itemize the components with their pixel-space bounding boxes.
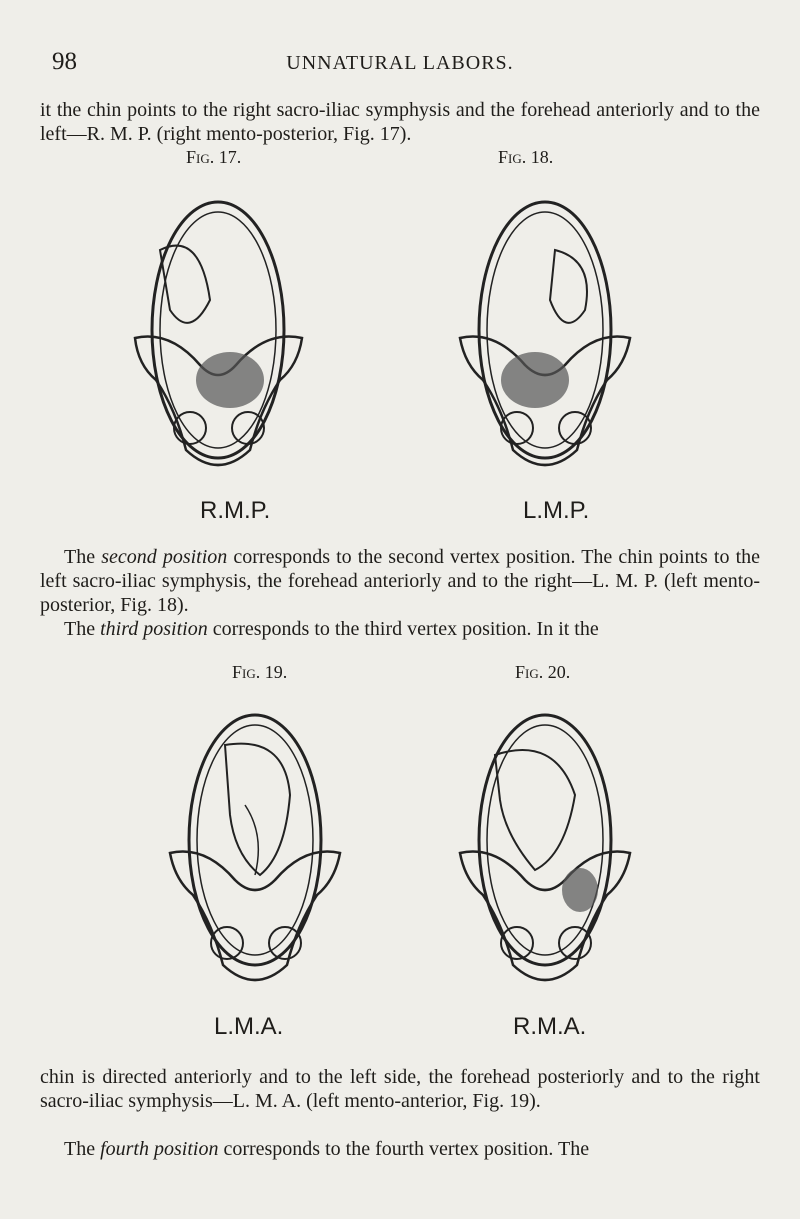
paragraph-2: The second position corresponds to the second vertex position. The chin points to the left sacro-iliac symphysis, the forehead anteriorly and to the right—L. M. P. (left mento-posterior, Fig. 18).	[40, 546, 760, 616]
emphasis-second-position: second position	[101, 546, 228, 568]
fig-20-caption: R.M.A.	[513, 1013, 587, 1040]
fig-19-caption: L.M.A.	[214, 1013, 284, 1040]
pelvis-fetus-drawing	[130, 190, 310, 480]
paragraph-5: The fourth position corresponds to the fourth vertex position. The	[64, 1138, 590, 1160]
figure-17-illustration	[130, 190, 310, 480]
fig-18-caption: L.M.P.	[523, 497, 590, 524]
figure-20-illustration	[455, 705, 635, 995]
fig-17-caption: R.M.P.	[200, 497, 271, 524]
fig-17-label: Fig. 17.	[186, 147, 242, 167]
pelvis-fetus-drawing	[165, 705, 345, 995]
figure-18-illustration	[455, 190, 635, 480]
paragraph-3: The third position corresponds to the third vertex position. In it the	[64, 618, 599, 640]
fig-18-label: Fig. 18.	[498, 147, 554, 167]
pelvis-fetus-drawing	[455, 190, 635, 480]
running-head: UNNATURAL LABORS.	[286, 52, 514, 74]
page-number: 98	[52, 48, 77, 75]
paragraph-4: chin is directed anteriorly and to the left side, the forehead posteriorly and to the right sacro-iliac symphysis—L. M. A. (left mento-anterior, Fig. 19).	[40, 1066, 760, 1112]
fig-19-label: Fig. 19.	[232, 662, 288, 682]
emphasis-fourth-position: fourth position	[100, 1138, 219, 1160]
emphasis-third-position: third position	[100, 618, 208, 640]
pelvis-fetus-drawing	[455, 705, 635, 995]
paragraph-1: it the chin points to the right sacro-iliac symphysis and the forehead anteriorly and to the left—R. M. P. (right mento-posterior, Fig. 17).	[40, 99, 760, 145]
fig-20-label: Fig. 20.	[515, 662, 571, 682]
figure-19-illustration	[165, 705, 345, 995]
